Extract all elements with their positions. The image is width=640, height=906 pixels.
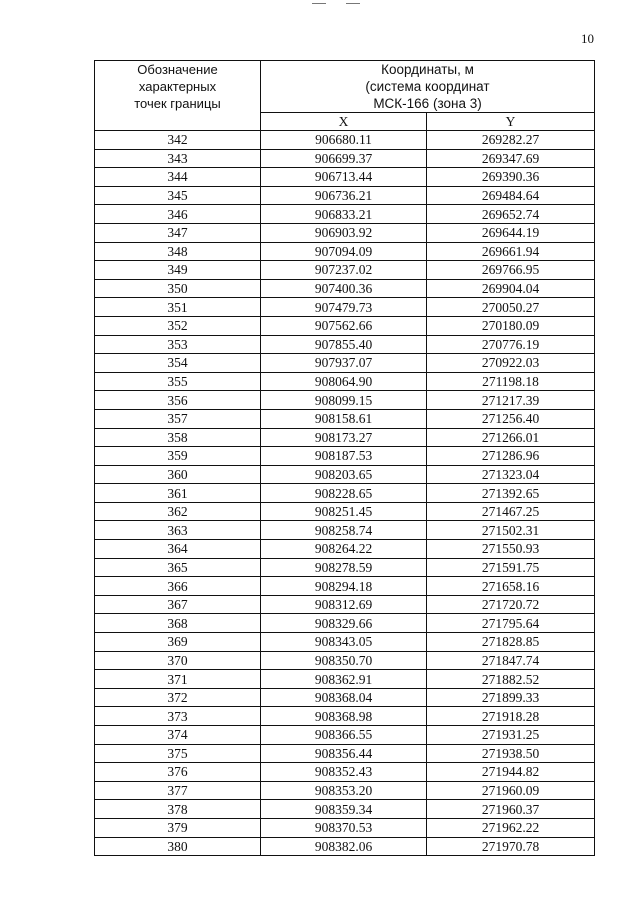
- x-coordinate-cell: 908352.43: [261, 763, 427, 782]
- y-coordinate-cell: 270922.03: [427, 354, 595, 373]
- table-row: [95, 447, 595, 466]
- point-cell: 346: [95, 205, 261, 224]
- point-cell: 355: [95, 372, 261, 391]
- x-coordinate-cell: 908343.05: [261, 633, 427, 652]
- point-cell: 379: [95, 818, 261, 837]
- table-row: [95, 726, 595, 745]
- y-coordinate-cell: 270776.19: [427, 335, 595, 354]
- y-coordinate-cell: 269661.94: [427, 242, 595, 261]
- x-coordinate-cell: 907479.73: [261, 298, 427, 317]
- y-coordinate-cell: 271960.37: [427, 800, 595, 819]
- header-marks: [312, 3, 360, 7]
- x-coordinate-cell: 908099.15: [261, 391, 427, 410]
- point-cell: 371: [95, 670, 261, 689]
- y-coordinate-cell: 271467.25: [427, 502, 595, 521]
- y-coordinate-cell: 271256.40: [427, 409, 595, 428]
- point-cell: 347: [95, 223, 261, 242]
- header-dash: [312, 3, 326, 4]
- y-coordinate-cell: 271970.78: [427, 837, 595, 856]
- x-coordinate-cell: 908359.34: [261, 800, 427, 819]
- y-coordinate-cell: 269652.74: [427, 205, 595, 224]
- x-coordinate-cell: 908258.74: [261, 521, 427, 540]
- table-row: [95, 465, 595, 484]
- y-coordinate-cell: 271323.04: [427, 465, 595, 484]
- x-coordinate-cell: 908356.44: [261, 744, 427, 763]
- table-row: [95, 670, 595, 689]
- x-coordinate-cell: 908368.98: [261, 707, 427, 726]
- table-row: [95, 484, 595, 503]
- x-coordinate-cell: 908203.65: [261, 465, 427, 484]
- coordinates-table: [94, 60, 595, 856]
- point-cell: 373: [95, 707, 261, 726]
- point-cell: 351: [95, 298, 261, 317]
- point-cell: 350: [95, 279, 261, 298]
- point-cell: 377: [95, 781, 261, 800]
- y-coordinate-cell: 271550.93: [427, 540, 595, 559]
- point-cell: 380: [95, 837, 261, 856]
- x-coordinate-cell: 908251.45: [261, 502, 427, 521]
- table-row: [95, 372, 595, 391]
- x-coordinate-cell: 908173.27: [261, 428, 427, 447]
- x-coordinate-cell: 908294.18: [261, 577, 427, 596]
- table-row: [95, 633, 595, 652]
- x-coordinate-cell: 908366.55: [261, 726, 427, 745]
- point-cell: 344: [95, 168, 261, 187]
- point-cell: 342: [95, 131, 261, 150]
- x-coordinate-cell: 907937.07: [261, 354, 427, 373]
- table-row: [95, 149, 595, 168]
- x-coordinate-cell: 908368.04: [261, 688, 427, 707]
- point-cell: 372: [95, 688, 261, 707]
- table-row: [95, 707, 595, 726]
- y-coordinate-cell: 271217.39: [427, 391, 595, 410]
- table-row: [95, 577, 595, 596]
- point-header-line: характерных: [138, 79, 217, 94]
- y-coordinate-cell: 271720.72: [427, 595, 595, 614]
- x-coordinate-cell: 907237.02: [261, 261, 427, 280]
- x-coordinate-cell: 908382.06: [261, 837, 427, 856]
- point-cell: 365: [95, 558, 261, 577]
- x-coordinate-cell: 908312.69: [261, 595, 427, 614]
- table-row: [95, 316, 595, 335]
- x-coordinate-cell: 906680.11: [261, 131, 427, 150]
- table-row: [95, 651, 595, 670]
- point-cell: 352: [95, 316, 261, 335]
- point-cell: 378: [95, 800, 261, 819]
- point-cell: 356: [95, 391, 261, 410]
- table-row: [95, 279, 595, 298]
- table-row: [95, 261, 595, 280]
- point-cell: 359: [95, 447, 261, 466]
- x-coordinate-cell: 907094.09: [261, 242, 427, 261]
- x-coordinate-cell: 908187.53: [261, 447, 427, 466]
- y-coordinate-cell: 271944.82: [427, 763, 595, 782]
- y-coordinate-cell: 271392.65: [427, 484, 595, 503]
- point-column-header: [95, 61, 261, 131]
- table-row: [95, 595, 595, 614]
- x-coordinate-cell: 906736.21: [261, 186, 427, 205]
- table-row: [95, 558, 595, 577]
- y-coordinate-cell: 271658.16: [427, 577, 595, 596]
- point-cell: 357: [95, 409, 261, 428]
- x-coordinate-cell: 906713.44: [261, 168, 427, 187]
- table-row: [95, 223, 595, 242]
- y-coordinate-cell: 269282.27: [427, 131, 595, 150]
- y-coordinate-cell: 271198.18: [427, 372, 595, 391]
- y-coordinate-cell: 271502.31: [427, 521, 595, 540]
- coords-header-line: (система координат: [365, 79, 490, 94]
- x-column-header: X: [261, 113, 427, 131]
- table-row: [95, 298, 595, 317]
- y-coordinate-cell: 269484.64: [427, 186, 595, 205]
- x-coordinate-cell: 908353.20: [261, 781, 427, 800]
- table-row: [95, 186, 595, 205]
- y-coordinate-cell: 271918.28: [427, 707, 595, 726]
- x-coordinate-cell: 906699.37: [261, 149, 427, 168]
- point-cell: 349: [95, 261, 261, 280]
- point-cell: 370: [95, 651, 261, 670]
- y-coordinate-cell: 271962.22: [427, 818, 595, 837]
- table-row: [95, 409, 595, 428]
- x-coordinate-cell: 908350.70: [261, 651, 427, 670]
- x-coordinate-cell: 907400.36: [261, 279, 427, 298]
- point-cell: 343: [95, 149, 261, 168]
- table-row: [95, 800, 595, 819]
- point-cell: 368: [95, 614, 261, 633]
- y-coordinate-cell: 271882.52: [427, 670, 595, 689]
- table-row: [95, 205, 595, 224]
- y-coordinate-cell: 271938.50: [427, 744, 595, 763]
- point-cell: 345: [95, 186, 261, 205]
- table-row: [95, 354, 595, 373]
- y-coordinate-cell: 270180.09: [427, 316, 595, 335]
- page-number: 10: [581, 31, 594, 46]
- point-cell: 367: [95, 595, 261, 614]
- table-row: [95, 502, 595, 521]
- x-coordinate-cell: 907562.66: [261, 316, 427, 335]
- table-row: [95, 763, 595, 782]
- table-row: [95, 837, 595, 856]
- x-coordinate-cell: 906833.21: [261, 205, 427, 224]
- table-row: [95, 168, 595, 187]
- point-cell: 362: [95, 502, 261, 521]
- x-coordinate-cell: 906903.92: [261, 223, 427, 242]
- x-coordinate-cell: 908158.61: [261, 409, 427, 428]
- y-coordinate-cell: 271828.85: [427, 633, 595, 652]
- y-coordinate-cell: 271591.75: [427, 558, 595, 577]
- point-cell: 354: [95, 354, 261, 373]
- coords-header-line: Координаты, м: [381, 62, 474, 77]
- x-coordinate-cell: 908278.59: [261, 558, 427, 577]
- point-cell: 358: [95, 428, 261, 447]
- coordinates-group-header: [261, 61, 595, 113]
- point-cell: 376: [95, 763, 261, 782]
- y-coordinate-cell: 271899.33: [427, 688, 595, 707]
- y-coordinate-cell: 269766.95: [427, 261, 595, 280]
- table-row: [95, 614, 595, 633]
- point-header-line: Обозначение: [137, 62, 218, 77]
- x-coordinate-cell: 908370.53: [261, 818, 427, 837]
- point-cell: 374: [95, 726, 261, 745]
- table-row: [95, 540, 595, 559]
- y-coordinate-cell: 271795.64: [427, 614, 595, 633]
- y-coordinate-cell: 269347.69: [427, 149, 595, 168]
- table-row: [95, 818, 595, 837]
- table-row: [95, 781, 595, 800]
- point-header-line: точек границы: [134, 96, 221, 111]
- header-dash: [346, 3, 360, 4]
- point-cell: 363: [95, 521, 261, 540]
- x-coordinate-cell: 908228.65: [261, 484, 427, 503]
- point-cell: 353: [95, 335, 261, 354]
- y-coordinate-cell: 271286.96: [427, 447, 595, 466]
- x-coordinate-cell: 908362.91: [261, 670, 427, 689]
- y-column-header: Y: [427, 113, 595, 131]
- x-coordinate-cell: 908264.22: [261, 540, 427, 559]
- coords-header-line: МСК-166 (зона 3): [373, 96, 482, 111]
- point-cell: 366: [95, 577, 261, 596]
- table-row: [95, 428, 595, 447]
- point-cell: 348: [95, 242, 261, 261]
- y-coordinate-cell: 269904.04: [427, 279, 595, 298]
- table-body: [95, 131, 595, 856]
- y-coordinate-cell: 271960.09: [427, 781, 595, 800]
- table-row: [95, 131, 595, 150]
- point-cell: 364: [95, 540, 261, 559]
- x-coordinate-cell: 908064.90: [261, 372, 427, 391]
- table-row: [95, 688, 595, 707]
- y-coordinate-cell: 271847.74: [427, 651, 595, 670]
- y-coordinate-cell: 269390.36: [427, 168, 595, 187]
- point-cell: 369: [95, 633, 261, 652]
- table-row: [95, 242, 595, 261]
- table-row: [95, 335, 595, 354]
- x-coordinate-cell: 907855.40: [261, 335, 427, 354]
- point-cell: 360: [95, 465, 261, 484]
- y-coordinate-cell: 269644.19: [427, 223, 595, 242]
- y-coordinate-cell: 270050.27: [427, 298, 595, 317]
- y-coordinate-cell: 271266.01: [427, 428, 595, 447]
- point-cell: 375: [95, 744, 261, 763]
- y-coordinate-cell: 271931.25: [427, 726, 595, 745]
- point-cell: 361: [95, 484, 261, 503]
- x-coordinate-cell: 908329.66: [261, 614, 427, 633]
- table-row: [95, 744, 595, 763]
- table-row: [95, 391, 595, 410]
- table-row: [95, 521, 595, 540]
